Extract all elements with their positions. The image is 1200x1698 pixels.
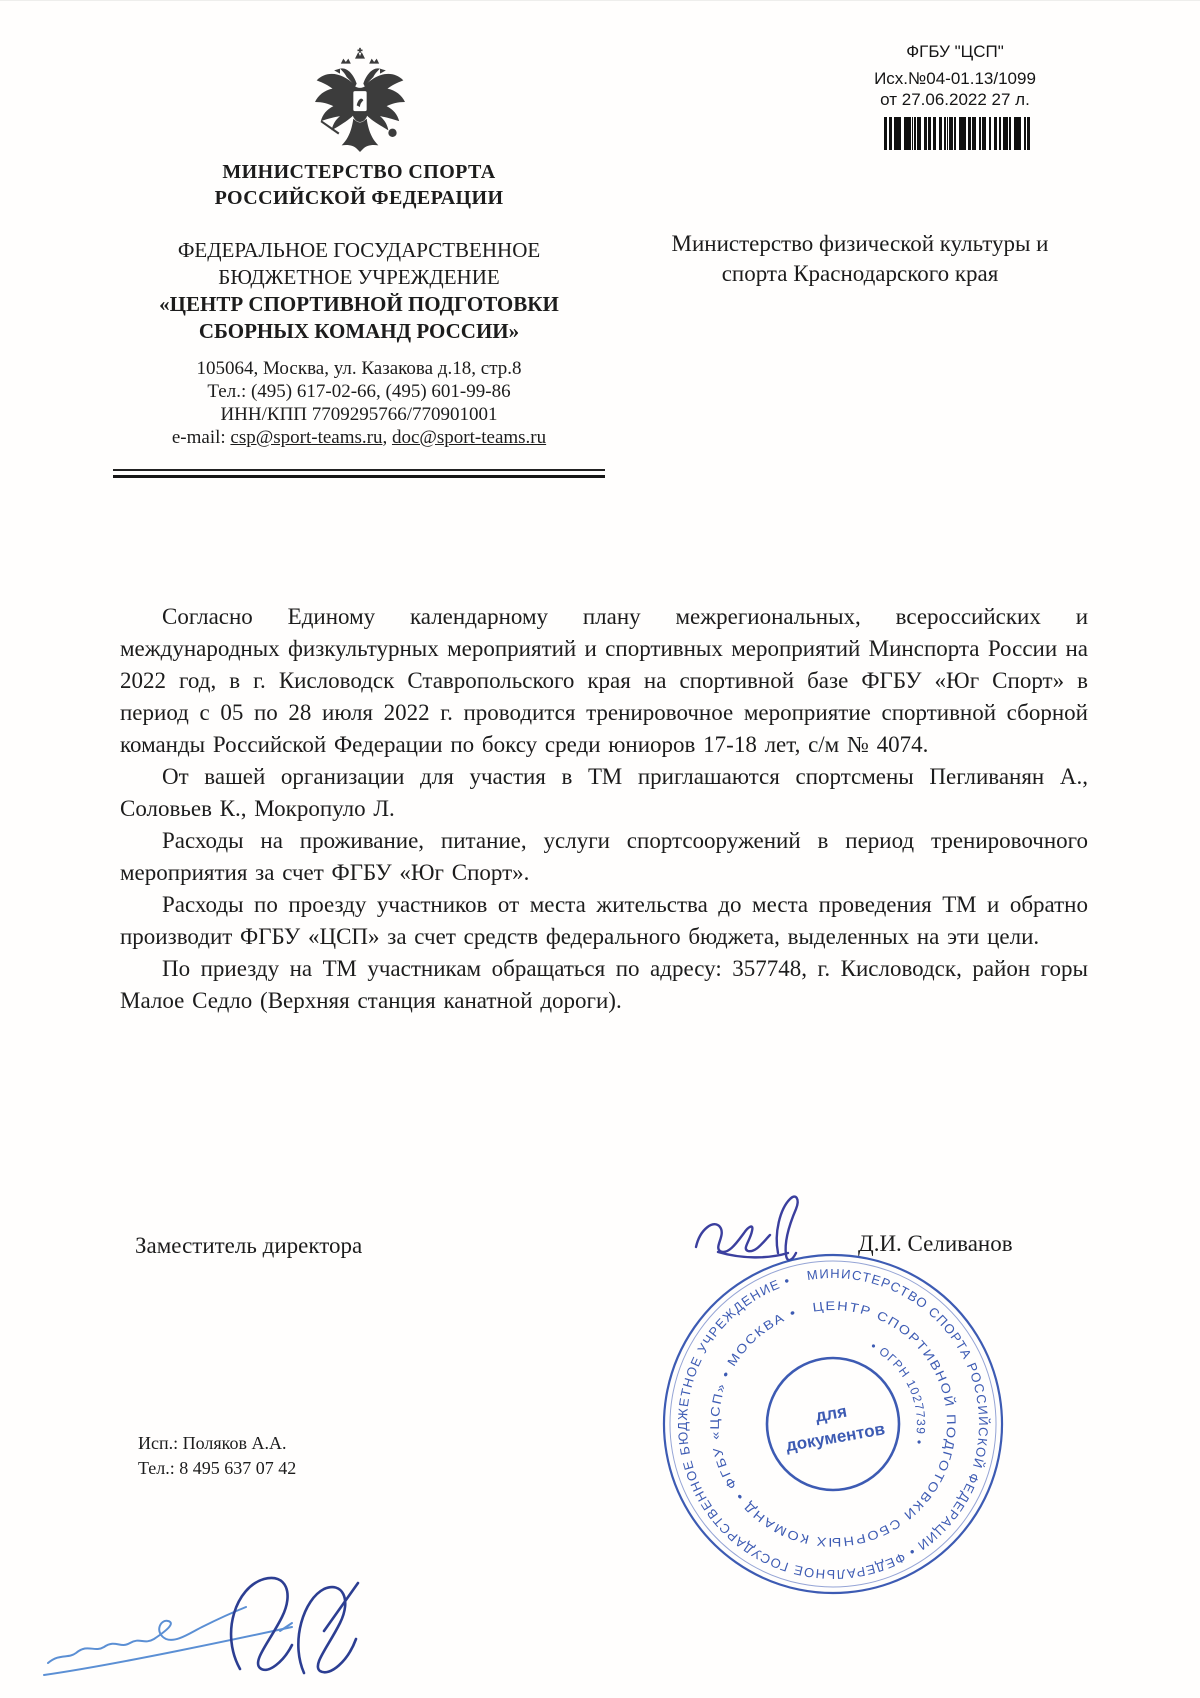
letter-body bbox=[120, 601, 1088, 1017]
body-paragraph-2: От вашей организации для участия в ТМ приглашаются спортсмены Пегливанян А., Соловьев К., Мокропуло Л. bbox=[120, 764, 1088, 821]
email-address-2: doc@sport-teams.ru bbox=[391, 427, 547, 448]
body-paragraph-1: Согласно Единому календарному плану межрегиональных, всероссийских и международных физкультурных мероприятий и спортивных мероприятий Минспорта России на 2022 год, в г. Кисловодск Ставропольского края на спортивной базе ФГБУ «Юг Спорт» в период с 05 по 28 июля 2022 г. проводится тренировочное мероприятие спортивной сборной команды Российской Федерации по боксу среди юниоров 17-18 лет, с/м № 4074. bbox=[120, 604, 1088, 757]
org-address: 105064, Москва, ул. Казакова д.18, стр.8 bbox=[196, 358, 522, 379]
ministry-name-line2: РОССИЙСКОЙ ФЕДЕРАЦИИ bbox=[214, 187, 504, 209]
recipient-line2: спорта Краснодарского края bbox=[721, 261, 999, 286]
letterhead-divider-rule bbox=[113, 469, 605, 478]
org-name-line4: СБОРНЫХ КОМАНД РОССИИ» bbox=[198, 319, 520, 343]
seal-ring1-text: МИНИСТЕРСТВО СПОРТА РОССИЙСКОЙ ФЕДЕРАЦИИ • ФЕДЕРАЛЬНОЕ ГОСУДАРСТВЕННОЕ БЮДЖЕТНОЕ УЧРЕЖДЕНИЕ • bbox=[674, 1265, 992, 1583]
executor-block bbox=[138, 1431, 296, 1481]
seal-center-line1: для bbox=[814, 1401, 849, 1426]
handwritten-signature-navy bbox=[212, 1569, 374, 1687]
official-seal bbox=[628, 1219, 1038, 1629]
recipient-line1: Министерство физической культуры и bbox=[671, 231, 1049, 256]
registration-date: от 27.06.2022 27 л. bbox=[880, 90, 1030, 109]
body-paragraph-3: Расходы на проживание, питание, услуги спортсооружений в период тренировочного мероприятия за счет ФГБУ «Юг Спорт». bbox=[120, 828, 1088, 885]
ministry-name-line1: МИНИСТЕРСТВО СПОРТА bbox=[222, 161, 496, 183]
email-label: e-mail: bbox=[171, 427, 231, 448]
email-separator: , bbox=[382, 427, 392, 448]
org-name-line1: ФЕДЕРАЛЬНОЕ ГОСУДАРСТВЕННОЕ bbox=[177, 238, 541, 262]
org-inn-kpp: ИНН/КПП 7709295766/770901001 bbox=[220, 404, 498, 425]
executor-phone: Тел.: 8 495 637 07 42 bbox=[138, 1458, 297, 1478]
ministry-name bbox=[113, 159, 605, 211]
organization-name bbox=[113, 237, 605, 345]
org-name-line3: «ЦЕНТР СПОРТИВНОЙ ПОДГОТОВКИ bbox=[159, 292, 559, 316]
seal-center-line2: документов bbox=[784, 1419, 887, 1456]
executor-name: Исп.: Поляков А.А. bbox=[138, 1433, 287, 1453]
org-name-line2: БЮДЖЕТНОЕ УЧРЕЖДЕНИЕ bbox=[218, 265, 500, 289]
svg-text:МИНИСТЕРСТВО СПОРТА РОССИЙСКОЙ bbox=[650, 1241, 1016, 1607]
barcode bbox=[884, 117, 1030, 150]
seal-ring3-text: • ОГРН 1027739 • bbox=[868, 1338, 928, 1447]
registration-org: ФГБУ "ЦСП" bbox=[906, 42, 1004, 61]
registration-stamp bbox=[820, 41, 1090, 110]
signature-position-title: Заместитель директора bbox=[135, 1233, 363, 1258]
body-paragraph-5: По приезду на ТМ участникам обращаться по адресу: 357748, г. Кисловодск, район горы Малое Седло (Верхняя станция канатной дороги). bbox=[120, 956, 1088, 1013]
signature-name: Д.И. Селиванов bbox=[858, 1231, 1013, 1256]
org-contact-block bbox=[113, 357, 605, 449]
body-paragraph-4: Расходы по проезду участников от места жительства до места проведения ТМ и обратно производит ФГБУ «ЦСП» за счет средств федерального бюджета, выделенных на эти цели. bbox=[120, 892, 1088, 949]
recipient-block bbox=[632, 229, 1088, 289]
org-email-line bbox=[113, 426, 605, 449]
email-address-1: csp@sport-teams.ru bbox=[230, 427, 383, 448]
seal-ring2-text: ЦЕНТР СПОРТИВНОЙ ПОДГОТОВКИ СБОРНЫХ КОМАНД • ФГБУ «ЦСП» • МОСКВА • bbox=[707, 1298, 959, 1550]
coat-of-arms-eagle-icon bbox=[310, 43, 410, 161]
outgoing-number: Исх.№04-01.13/1099 bbox=[874, 69, 1036, 88]
org-phone: Тел.: (495) 617-02-66, (495) 601-99-86 bbox=[207, 381, 511, 402]
